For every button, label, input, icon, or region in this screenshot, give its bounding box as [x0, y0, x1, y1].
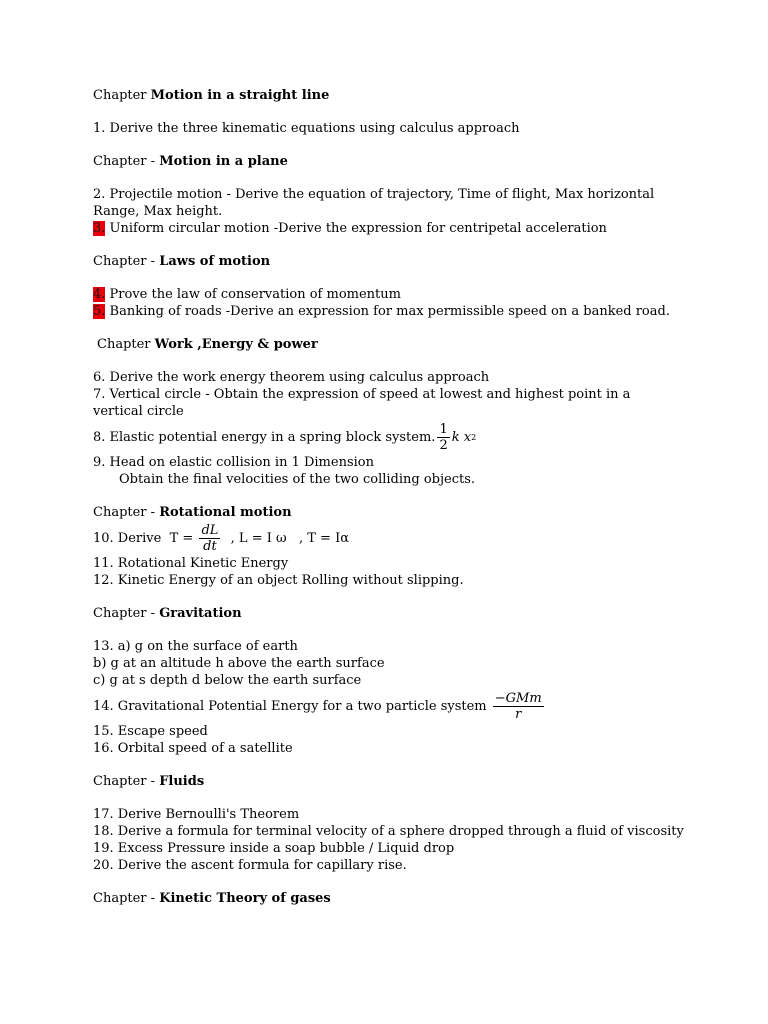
question-12: 12. Kinetic Energy of an object Rolling without slipping. [93, 573, 464, 588]
question-11: 11. Rotational Kinetic Energy [93, 556, 289, 571]
chapter-heading-motion-plane [93, 153, 683, 170]
highlighted-number: 4. [93, 287, 106, 302]
dl-dt-fraction: $\frac{dL}{dt}$ [201, 522, 219, 554]
question-13a: 13. a) g on the surface of earth [93, 639, 298, 654]
chapter-title: Work ,Energy & power [154, 337, 318, 352]
chapter-prefix: Chapter - [93, 505, 160, 520]
question-8 [93, 420, 683, 454]
question-text-rest: , L = I ω , T = Iα [222, 530, 349, 546]
question-7: 7. Vertical circle - Obtain the expression of speed at lowest and highest point in a vertical circle [93, 387, 631, 419]
question-3 [93, 220, 683, 237]
gmm-r-fraction: $\frac{\text{−GMm}}{r}$ [494, 690, 542, 722]
question-2: 2. Projectile motion - Derive the equation of trajectory, Time of flight, Max horizontal Range, Max height. [93, 187, 655, 219]
highlighted-number: 5. [93, 304, 106, 319]
question-17: 17. Derive Bernoulli's Theorem [93, 807, 300, 822]
chapter-heading-motion-straight-line [93, 87, 683, 104]
chapter-heading-laws-of-motion [93, 253, 683, 270]
question-15: 15. Escape speed [93, 724, 208, 739]
question-9-detail: Obtain the final velocities of the two colliding objects. [119, 472, 476, 487]
chapter-title: Motion in a plane [159, 154, 288, 169]
question-19: 19. Excess Pressure inside a soap bubble / Liquid drop [93, 841, 455, 856]
question-6: 6. Derive the work energy theorem using calculus approach [93, 370, 490, 385]
chapter-heading-gravitation [93, 605, 683, 622]
question-4 [93, 286, 683, 303]
symbol-k: k [451, 429, 460, 445]
chapter-title: Kinetic Theory of gases [159, 891, 331, 906]
chapter-prefix: Chapter - [93, 891, 160, 906]
question-1: 1. Derive the three kinematic equations using calculus approach [93, 121, 520, 136]
question-10 [93, 521, 683, 555]
chapter-heading-rotational-motion [93, 504, 683, 521]
question-16: 16. Orbital speed of a satellite [93, 741, 293, 756]
exponent: 2 [471, 432, 477, 442]
question-text: Banking of roads -Derive an expression for max permissible speed on a banked road. [105, 304, 670, 319]
chapter-prefix: Chapter [97, 337, 155, 352]
question-text: 14. Gravitational Potential Energy for a two particle system [93, 698, 491, 714]
chapter-title: Motion in a straight line [150, 88, 330, 103]
question-13b: b) g at an altitude h above the earth surface [93, 656, 385, 671]
chapter-prefix: Chapter - [93, 774, 160, 789]
chapter-prefix: Chapter - [93, 154, 160, 169]
chapter-prefix: Chapter - [93, 254, 160, 269]
chapter-title: Gravitation [159, 606, 242, 621]
question-20: 20. Derive the ascent formula for capillary rise. [93, 858, 407, 873]
document-body [93, 87, 683, 907]
question-14 [93, 689, 683, 723]
question-text: Uniform circular motion -Derive the expression for centripetal acceleration [105, 221, 607, 236]
question-text: 8. Elastic potential energy in a spring block system. [93, 429, 436, 445]
chapter-title: Laws of motion [159, 254, 271, 269]
question-13c: c) g at s depth d below the earth surface [93, 673, 362, 688]
question-text: Prove the law of conservation of momentum [105, 287, 401, 302]
symbol-x: x [463, 429, 472, 445]
chapter-title: Fluids [159, 774, 205, 789]
chapter-prefix: Chapter - [93, 606, 160, 621]
question-text: 10. Derive T = [93, 530, 198, 546]
chapter-heading-kinetic-theory [93, 890, 683, 907]
question-18: 18. Derive a formula for terminal velocity of a sphere dropped through a fluid of viscosity [93, 824, 684, 839]
question-5 [93, 303, 683, 320]
highlighted-number: 3. [93, 221, 106, 236]
question-9: 9. Head on elastic collision in 1 Dimension [93, 455, 374, 470]
chapter-title: Rotational motion [159, 505, 292, 520]
half-fraction: $\frac{1}{2}$ [439, 421, 448, 453]
chapter-heading-fluids [93, 773, 683, 790]
chapter-prefix: Chapter [93, 88, 151, 103]
chapter-heading-work-energy-power [93, 336, 683, 353]
